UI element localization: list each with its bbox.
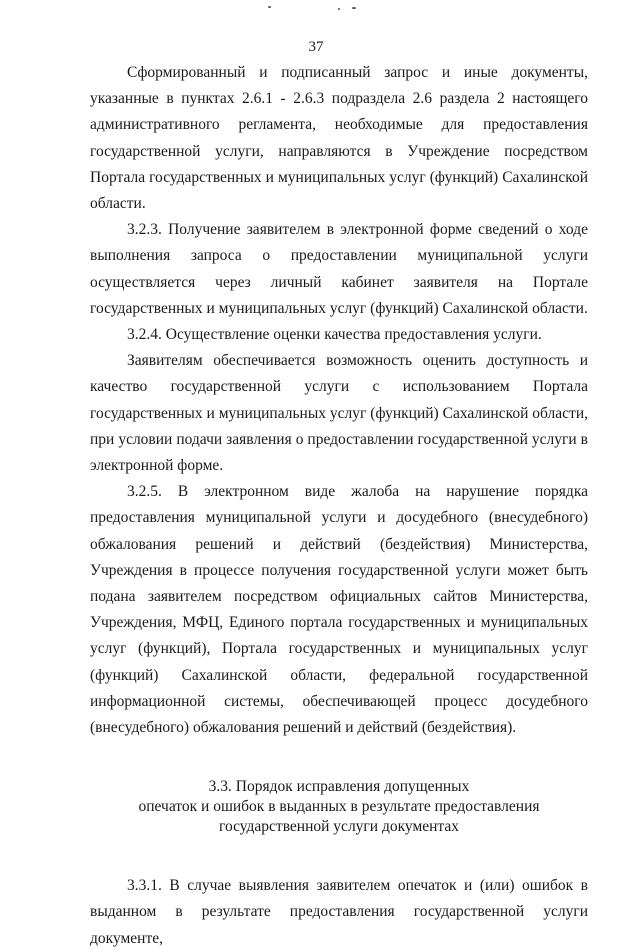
section-heading-line: опечаток и ошибок в выданных в результате предоставления — [138, 798, 540, 816]
paragraph-submission: Сформированный и подписанный запрос и иные документы, указанные в пунктах 2.6.1 - 2.6.3 подраздела 2.6 раздела 2 настоящего административного регламента, необходимые для предоставления государственной услуги, направляются в Учреждение посредством Портала государственных и муниципальных услуг (функций) Сахалинской области. — [90, 64, 588, 213]
scan-speck — [338, 8, 340, 10]
paragraph-3-2-5: 3.2.5. В электронном виде жалоба на нарушение порядка предоставления муниципальной услуги и досудебного (внесудебного) обжалования решений и действий (бездействия) Министерства, Учреждения в процессе получения государственной услуги может быть подана заявителем посредством официальных сайтов Министерства, Учреждения, МФЦ, Единого портала государственных и муниципальных услуг (функций), Портала государственных и муниципальных услуг (функций) Сахалинской области, федеральной государственной информационной системы, обеспечивающей процесс досудебного (внесудебного) обжалования решений и действий (бездействия). — [90, 483, 588, 737]
section-heading-line: 3.3. Порядок исправления допущенных — [208, 778, 470, 796]
document-body — [90, 60, 588, 952]
paragraph-quality-assessment: Заявителям обеспечивается возможность оценить доступность и качество государственной услуги с использованием Портала государственных и муниципальных услуг (функций) Сахалинской области, при условии подачи заявления о предоставлении государственной услуги в электронной форме. — [90, 352, 588, 475]
scan-speck — [268, 6, 271, 8]
page-number: 37 — [308, 39, 324, 55]
section-heading-3-3 — [90, 777, 588, 837]
paragraph-3-2-3: 3.2.3. Получение заявителем в электронной форме сведений о ходе выполнения запроса о предоставлении муниципальной услуги осуществляется через личный кабинет заявителя на Портале государственных и муниципальных услуг (функций) Сахалинской области. — [90, 221, 588, 317]
paragraph-3-3-1: 3.3.1. В случае выявления заявителем опечаток и (или) ошибок в выданном в результате предоставления государственной услуги документе, — [90, 877, 588, 947]
section-heading-line: государственной услуги документах — [218, 818, 460, 836]
paragraph-3-2-4: 3.2.4. Осуществление оценки качества предоставления услуги. — [127, 326, 542, 344]
scan-speck — [352, 7, 356, 9]
